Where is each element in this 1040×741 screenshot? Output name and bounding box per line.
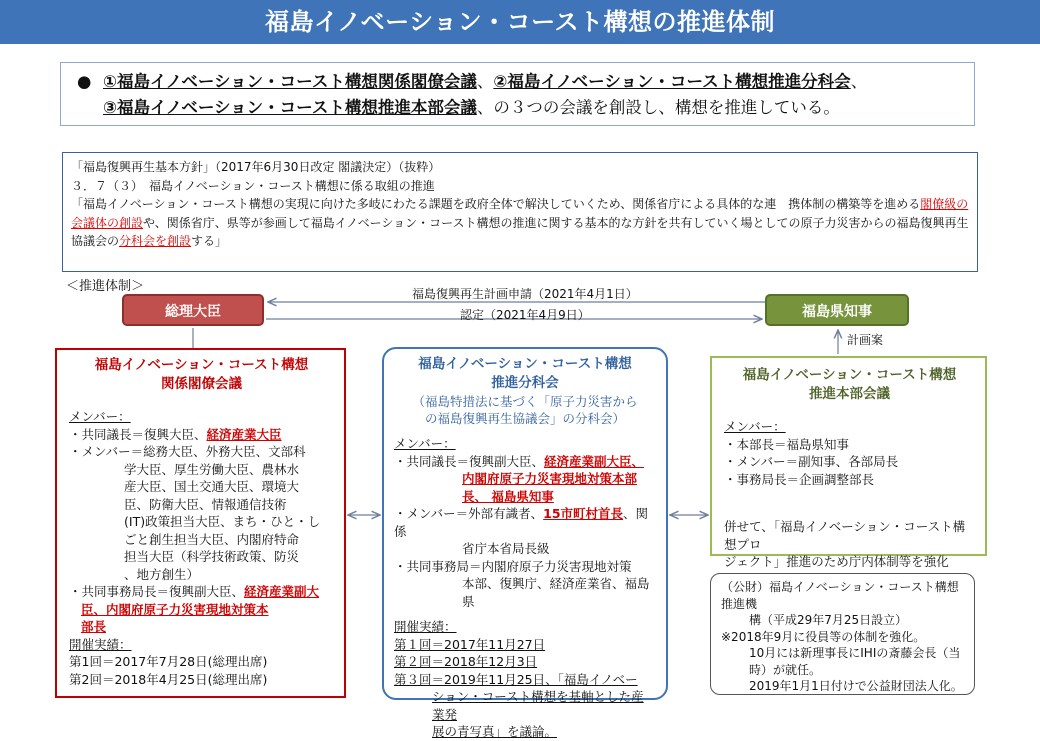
policy-source: 「福島復興再生基本方針」（2017年6月30日改定 閣議決定）（抜粋） [71, 160, 441, 174]
ministerial-secretariat-highlight: 臣、内閣府原子力災害現地対策本 [81, 601, 269, 617]
ministerial-co-chair-text: ・共同議長＝復興大臣、 [69, 426, 207, 442]
subcommittee-co-chair-highlight: 内閣府原子力災害現地対策本部 [462, 471, 638, 486]
note-line: （公財）福島イノベーション・コースト構想推進機 [721, 580, 959, 611]
hq-title-1: 福島イノベーション・コースト構想 [742, 367, 957, 383]
plan-label: 計画案 [847, 333, 884, 347]
hq-title-2: 推進本部会議 [809, 386, 890, 402]
foundation-note-box [710, 573, 975, 695]
governor-node: 福島県知事 [765, 294, 909, 326]
ministerial-member-line: 臣、防衛大臣、情報通信技術 [124, 496, 287, 512]
hq-members-label: メンバー： [724, 419, 786, 434]
subcommittee-meeting-3-line: 展の青写真」を議論。 [432, 724, 558, 739]
summary-separator-1: 、 [476, 72, 494, 91]
ministerial-title-2: 関係閣僚会議 [161, 376, 242, 392]
note-line: 10月には新理事長にIHIの斎藤会長（当 [749, 646, 961, 660]
policy-quote-part-2: や、関係省庁、県等が参画して福島イノベーション・コースト構想の推進に関する基本的な方針を共有していく場としての原子力災害からの福島復興再生協議会の [71, 215, 969, 248]
policy-quote-part-1: 「福島イノベーション・コースト構想の実現に向けた多岐にわたる課題を政府全体で解決していくため、関係省庁による具体的な連 携体制の構築等を進める [71, 197, 921, 211]
subcommittee-members-text: ・メンバー＝外部有識者、 [394, 506, 544, 521]
subcommittee-co-chair-text: ・共同議長＝復興副大臣、 [394, 453, 545, 469]
subcommittee-co-chair-highlight: 経済産業副大臣、 [544, 453, 645, 469]
ministerial-secretariat-highlight: 部長 [81, 619, 107, 634]
ministerial-member-line: (IT)政策担当大臣、まち・ひと・し [124, 514, 321, 529]
note-line: 時）が就任。 [749, 662, 822, 677]
subcommittee-members-line: 省庁本省局長級 [462, 541, 550, 556]
ministerial-secretariat [69, 583, 334, 601]
subcommittee-meeting-3: 第３回＝2019年11月25日、「福島イノベー [394, 671, 638, 687]
note-line: 構（平成29年7月25日設立） [749, 613, 908, 627]
headquarters-box [710, 356, 987, 569]
ministerial-member-line: 産大臣、国土交通大臣、環境大 [124, 479, 300, 494]
application-label: 福島復興再生計画申請（2021年4月1日） [412, 287, 638, 301]
ministerial-member-line: 、地方創生） [124, 566, 200, 582]
approval-label: 認定（2021年4月9日） [460, 308, 590, 322]
subcommittee-subtitle-2: の福島復興再生協議会」の分科会） [424, 411, 625, 426]
ministerial-title-1: 福島イノベーション・コースト構想 [94, 357, 309, 373]
ministerial-members-label: メンバー： [69, 409, 131, 424]
bullet-icon: ● [77, 72, 92, 91]
ministerial-meeting-1: 第1回＝2017年7月28日(総理出席) [69, 654, 268, 669]
note-line: ※2018年9月に役員等の体制を強化。 [721, 629, 926, 644]
ministerial-member-line: ・メンバー＝総務大臣、外務大臣、文部科 [69, 444, 306, 459]
subcommittee-meeting-1: 第１回＝2017年11月27日 [394, 636, 546, 652]
subcommittee-meeting-2: 第２回＝2018年12月3日 [394, 654, 538, 669]
policy-highlight-ministerial: 閣僚級の会議体の創設 [71, 197, 969, 230]
subcommittee-box [382, 347, 668, 739]
hq-note-line: ジェクト」推進のため庁内体制等を強化 [724, 554, 949, 569]
subcommittee-secretariat-line: 本部、復興庁、経済産業省、福島県 [462, 576, 650, 609]
subcommittee-members-text: 、関係 [394, 506, 649, 539]
ministerial-member-line: 担当大臣（科学技術政策、防災 [124, 549, 300, 564]
ministerial-meetings-label: 開催実績： [69, 636, 132, 652]
note-line: 2019年1月1日付けで公益財団法人化。 [749, 679, 963, 693]
summary-tail: 、の３つの会議を創設し、構想を推進している。 [476, 98, 840, 117]
subcommittee-subtitle-1: （福島特措法に基づく「原子力災害から [412, 394, 638, 409]
hq-member-line: ・本部長＝福島県知事 [724, 436, 850, 452]
ministerial-member-line: ごと創生担当大臣、内閣府特命 [124, 531, 300, 547]
subcommittee-title-1: 福島イノベーション・コースト構想 [418, 356, 632, 372]
prime-minister-node: 総理大臣 [122, 294, 264, 326]
subcommittee-members-label: メンバー： [394, 436, 456, 451]
hq-member-line: ・メンバー＝副知事、各部局長 [724, 454, 899, 469]
conference-2-name: ②福島イノベーション・コースト構想推進分科会 [493, 72, 851, 91]
policy-section: ３．７（３） 福島イノベーション・コースト構想に係る取組の推進 [71, 178, 435, 193]
ministerial-co-chair-highlight: 経済産業大臣 [206, 426, 282, 442]
conference-1-name: ①福島イノベーション・コースト構想関係閣僚会議 [103, 72, 477, 91]
conference-3-name: ③福島イノベーション・コースト構想推進本部会議 [103, 98, 477, 117]
ministerial-secretariat-highlight: 経済産業副大 [244, 584, 320, 599]
section-label: ＜推進体制＞ [66, 279, 145, 294]
page-title: 福島イノベーション・コースト構想の推進体制 [265, 8, 775, 36]
ministerial-co-chair [69, 426, 334, 444]
hq-note-line: 併せて、「福島イノベーション・コースト構想プロ [724, 519, 966, 552]
subcommittee-meeting-3-line: ション・コースト構想を基軸とした産業発 [432, 689, 644, 722]
subcommittee-secretariat: ・共同事務局＝内閣府原子力災害現地対策 [394, 558, 632, 574]
summary-separator-2: 、 [850, 72, 868, 91]
ministerial-secretariat-text: ・共同事務局長＝復興副大臣、 [69, 584, 245, 599]
ministerial-council-box [55, 348, 346, 698]
policy-highlight-subcommittee: 分科会を創設 [119, 234, 192, 248]
policy-quote-part-3: する」 [191, 234, 228, 248]
subcommittee-members-highlight: 15市町村首長 [543, 506, 624, 521]
subcommittee-members [394, 505, 656, 540]
subcommittee-meetings-label: 開催実績： [394, 619, 457, 634]
subcommittee-co-chair-highlight: 長、 福島県知事 [462, 488, 554, 504]
hq-member-line: ・事務局長＝企画調整部長 [724, 471, 875, 487]
subcommittee-title-2: 推進分科会 [491, 375, 559, 391]
ministerial-meeting-2: 第2回＝2018年4月25日(総理出席) [69, 671, 268, 687]
ministerial-member-line: 学大臣、厚生労働大臣、農林水 [124, 461, 300, 477]
subcommittee-co-chair [394, 453, 656, 471]
